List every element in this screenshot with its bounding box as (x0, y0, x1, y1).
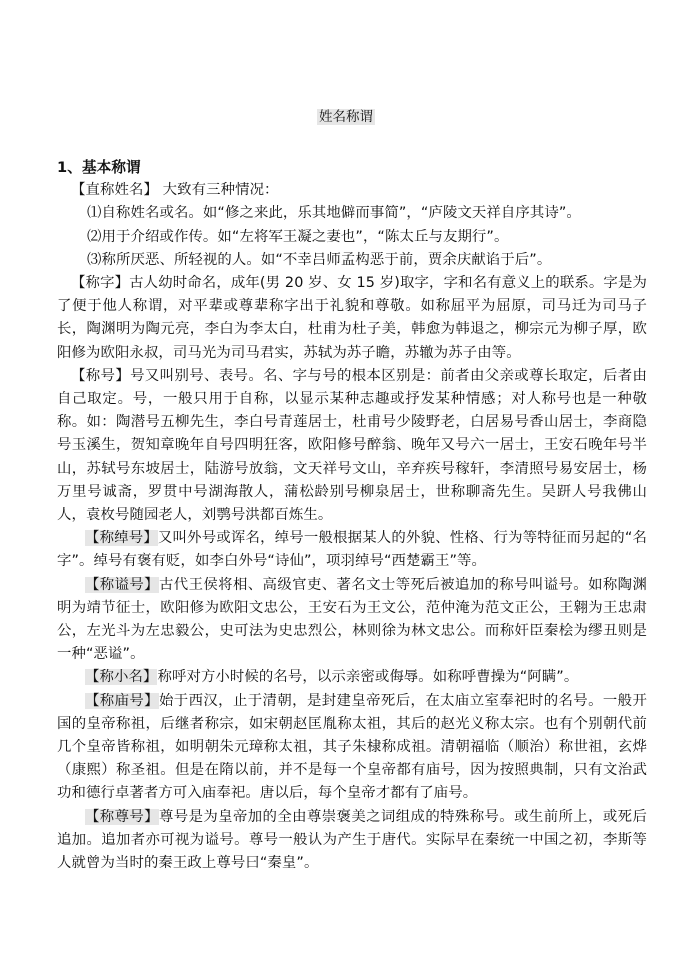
chuohao-tag: 【称绰号】 (85, 530, 158, 547)
paragraph-xiaoming: 【称小名】称呼对方小时候的名号，以示亲密或侮辱。如称呼曹操为“阿瞒”。 (85, 669, 579, 686)
paragraph-miaohao: 【称庙号】始于西汉，止于清朝，是封建皇帝死后，在太庙立室奉祀时的名号。一般开国的皇帝称祖，后继者称宗，如宋朝赵匡胤称太祖，其后的赵光义称太宗。也有个别朝代前几个皇帝皆称祖，如明朝朱元璋称太祖，其子朱棣称成祖。清朝福临（顺治）称世祖，玄烨（康熙）称圣祖。但是在隋以前，并不是每一个皇帝都有庙号，因为按照典制，只有文治武功和德行卓著者方可入庙奉祀。唐以后，每个皇帝才都有了庙号。 (57, 692, 647, 802)
xiaoming-tag: 【称小名】 (85, 669, 158, 686)
miaohao-tag: 【称庙号】 (85, 692, 159, 709)
direct-name-tag: 【直称姓名】 (71, 182, 158, 199)
paragraph-chuohao: 【称绰号】又叫外号或诨名，绰号一般根据某人的外貌、性格、行为等特征而另起的“名字”。绰号有褒有贬，如李白外号“诗仙”，项羽绰号“西楚霸王”等。 (57, 530, 647, 570)
direct-name-item-2: ⑵用于介绍或作传。如“左将军王凝之妻也”，“陈太丘与友期行”。 (87, 228, 509, 245)
paragraph-zunhao: 【称尊号】尊号是为皇帝加的全由尊崇褒美之词组成的特殊称号。或生前所上，或死后追加。追加者亦可视为谥号。尊号一般认为产生于唐代。实际早在秦统一中国之初，李斯等人就曾为当时的秦王政上尊号曰“秦皇”。 (57, 808, 647, 872)
hao-tag: 【称号】 (71, 367, 131, 384)
shihao-tag: 【称谥号】 (85, 576, 159, 593)
zunhao-tag: 【称尊号】 (85, 808, 159, 825)
document-title: 姓名称谓 (319, 109, 373, 125)
direct-name-intro: 【直称姓名】 大致有三种情况： (71, 182, 279, 199)
paragraph-hao: 【称号】号又叫别号、表号。名、字与号的根本区别是：前者由父亲或尊长取定，后者由自己取定。号，一般只用于自称，以显示某种志趣或抒发某种情感；对人称号也是一种敬称。如：陶潜号五柳先生，李白号青莲居士，杜甫号少陵野老，白居易号香山居士，李商隐号玉溪生，贺知章晚年自号四明狂客，欧阳修号醉翁、晚年又号六一居士，王安石晚年号半山，苏轼号东坡居士，陆游号放翁，文天祥号文山，辛弃疾号稼轩，李清照号易安居士，杨万里号诚斋，罗贯中号湖海散人，蒲松龄别号柳泉居士，世称聊斋先生。吴趼人号我佛山人，袁枚号随园老人，刘鹗号洪都百炼生。 (57, 367, 647, 524)
paragraph-shihao: 【称谥号】古代王侯将相、高级官吏、著名文士等死后被追加的称号叫谥号。如称陶渊明为靖节征士，欧阳修为欧阳文忠公，王安石为王文公，范仲淹为范文正公，王翱为王忠肃公，左光斗为左忠毅公，史可法为史忠烈公，林则徐为林文忠公。而称奸臣秦桧为缪丑则是一种“恶谥”。 (57, 576, 647, 663)
zi-tag: 【称字】 (71, 275, 130, 292)
direct-name-item-1: ⑴自称姓名或名。如“修之来此，乐其地僻而事简”，“庐陵文天祥自序其诗”。 (87, 205, 581, 222)
paragraph-zi: 【称字】古人幼时命名，成年(男 20 岁、女 15 岁)取字，字和名有意义上的联系。字是为了便于他人称谓，对平辈或尊辈称字出于礼貌和尊敬。如称屈平为屈原，司马迁为司马子长，陶渊明为陶元亮，李白为李太白，杜甫为杜子美，韩愈为韩退之，柳宗元为柳子厚，欧阳修为欧阳永叔，司马光为司马君实，苏轼为苏子瞻，苏辙为苏子由等。 (57, 275, 647, 361)
direct-name-item-3: ⑶称所厌恶、所轻视的人。如“不幸吕师孟构恶于前，贾余庆献谄于后”。 (87, 251, 552, 268)
section-heading: 1、基本称谓 (57, 159, 141, 176)
document-body (57, 156, 647, 875)
